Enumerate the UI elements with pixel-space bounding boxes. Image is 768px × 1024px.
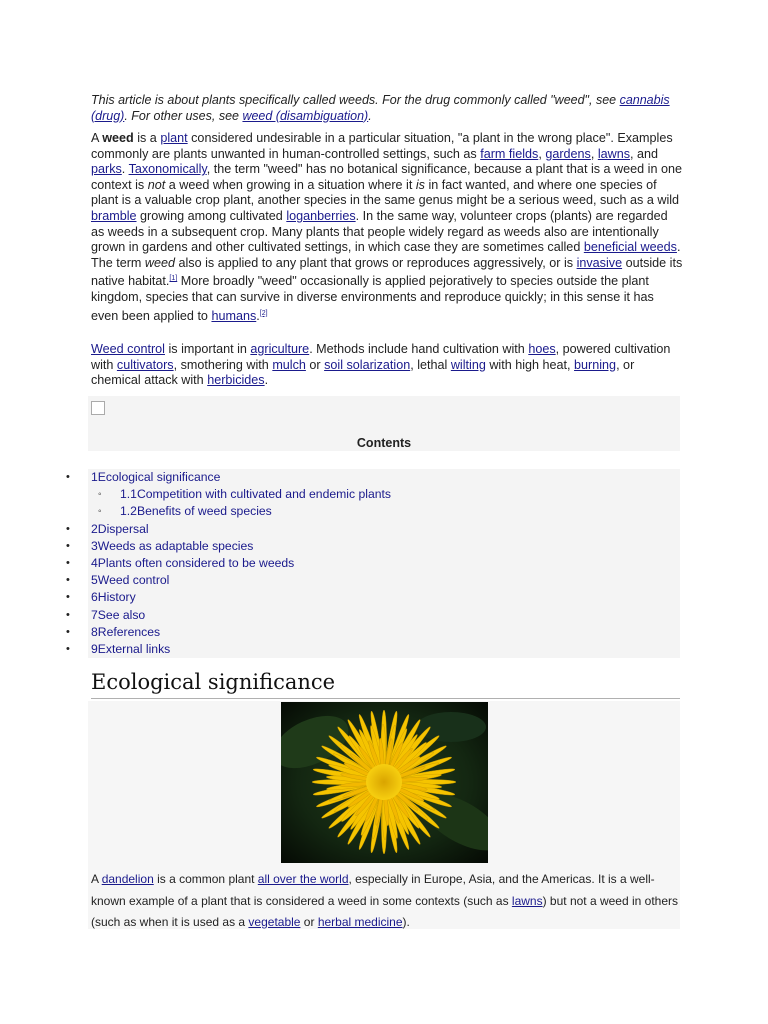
- text: or: [305, 357, 325, 372]
- link-invasive[interactable]: invasive: [576, 255, 623, 270]
- dandelion-image[interactable]: [281, 702, 488, 863]
- link-beneficial-weeds[interactable]: beneficial weeds: [583, 240, 677, 255]
- toc-item-label[interactable]: Competition with cultivated and endemic plants: [136, 487, 391, 502]
- toc-item[interactable]: [66, 624, 680, 641]
- text: is important in: [164, 342, 251, 356]
- toc-item-link[interactable]: [91, 538, 253, 555]
- link-bramble[interactable]: bramble: [91, 208, 137, 223]
- toc-item[interactable]: [88, 503, 680, 520]
- toc-item-number: 5: [91, 573, 98, 588]
- link-lawns-caption[interactable]: lawns: [511, 893, 543, 908]
- link-loganberries[interactable]: loganberries: [286, 208, 356, 223]
- section-heading: Ecological significance: [91, 670, 680, 699]
- link-gardens[interactable]: gardens: [545, 146, 591, 161]
- toc-item[interactable]: [66, 469, 680, 486]
- text: ,: [590, 146, 598, 161]
- toc-item[interactable]: [88, 486, 680, 503]
- italic-text: not: [147, 177, 166, 192]
- hatnote: [91, 93, 681, 124]
- text: also is applied to any plant that grows or reproduces aggressively, or is: [175, 255, 577, 270]
- toc-item[interactable]: [66, 521, 680, 538]
- text: , powered cultivation with: [91, 342, 671, 372]
- bullet-icon: •: [66, 471, 70, 483]
- italic-text: is: [415, 177, 425, 192]
- toc-item[interactable]: [66, 607, 680, 624]
- text: growing among cultivated: [136, 208, 287, 223]
- text: or: [300, 915, 318, 929]
- toc-item[interactable]: [66, 589, 680, 606]
- link-farm-fields[interactable]: farm fields: [480, 146, 539, 161]
- text: A: [91, 131, 103, 145]
- toc-item-link[interactable]: [91, 624, 160, 641]
- toc-item-link[interactable]: [91, 521, 149, 538]
- text: . The term: [91, 240, 681, 270]
- bullet-icon: •: [66, 591, 70, 604]
- toc-item-label[interactable]: Weeds as adaptable species: [97, 538, 254, 553]
- toc-item-label[interactable]: Ecological significance: [97, 470, 221, 484]
- hatnote-text: .: [368, 108, 372, 123]
- toc-item-link[interactable]: [120, 486, 391, 503]
- toc-item-label[interactable]: Weed control: [97, 573, 170, 588]
- toc-item-label[interactable]: References: [97, 624, 161, 639]
- bullet-icon: •: [66, 556, 70, 569]
- link-soil-solarization[interactable]: soil solarization: [324, 357, 411, 372]
- link-vegetable[interactable]: vegetable: [248, 915, 301, 929]
- text: ) but not a weed in others (such as when it is used as a: [91, 893, 679, 929]
- bullet-icon: •: [66, 522, 70, 535]
- text: outside its native habitat.: [91, 255, 683, 289]
- toc-item-number: 9: [91, 641, 98, 656]
- text: , or chemical attack with: [91, 357, 635, 388]
- link-mulch[interactable]: mulch: [272, 357, 306, 372]
- toc-item-number: 4: [91, 555, 98, 570]
- text: .: [264, 373, 269, 388]
- toc-list: [0, 469, 680, 658]
- text: in fact wanted, and where one species of plant is a valuable crop plant, another species in the same genus might be a serious weed, such as a wild: [91, 177, 680, 208]
- toc-item-number: 7: [91, 607, 98, 622]
- link-parks[interactable]: parks: [91, 162, 122, 177]
- bold-term: weed: [102, 131, 134, 145]
- toc-item-label[interactable]: Dispersal: [97, 521, 149, 536]
- toc-item-number: 6: [91, 590, 98, 605]
- text: , smothering with: [173, 357, 273, 372]
- text: , and: [630, 146, 659, 161]
- italic-text: weed: [144, 255, 175, 270]
- toc-item-label[interactable]: History: [97, 590, 136, 605]
- toc-item-label[interactable]: Benefits of weed species: [136, 504, 272, 519]
- text: More broadly "weed" occasionally is applied pejoratively to species outside the plant kingdom, species that can survive in diverse environments and reproduce quickly; in this sense it has even been applied to: [91, 274, 654, 323]
- text: a weed when growing in a situation where it: [165, 177, 416, 192]
- toc-item[interactable]: [66, 641, 680, 658]
- reference-link-2[interactable]: [2]: [259, 309, 268, 317]
- toc-item-label[interactable]: See also: [97, 607, 146, 622]
- toc-title: Contents: [356, 436, 412, 450]
- toc-item-number: 1.1: [120, 487, 137, 502]
- text: , the term "weed" has no botanical significance, because a plant that is a weed in one context is: [91, 162, 682, 192]
- hatnote-text: . For other uses, see: [124, 108, 243, 123]
- link-cultivators[interactable]: cultivators: [116, 357, 174, 372]
- link-weed-disambiguation[interactable]: weed (disambiguation): [242, 108, 369, 123]
- hollow-bullet-icon: ◦: [98, 489, 102, 501]
- toc-item-link[interactable]: [91, 572, 169, 589]
- reference-link-1[interactable]: [1]: [169, 275, 178, 283]
- link-taxonomically[interactable]: Taxonomically: [128, 162, 207, 177]
- link-lawns[interactable]: lawns: [597, 146, 631, 161]
- toc-toggle-checkbox[interactable]: [91, 401, 105, 415]
- text: . In the same way, volunteer crops (plants) are regarded as weeds in a subsequent crop. Many plants that people widely regard as weeds also are intentionally grown in gardens and other cultivated settings, in which case they are sometimes called: [91, 208, 668, 255]
- text: .: [256, 308, 260, 323]
- link-weed-control[interactable]: Weed control: [91, 342, 165, 356]
- toc-item-link[interactable]: [91, 607, 145, 624]
- dandelion-icon: [281, 702, 488, 863]
- bullet-icon: •: [66, 608, 70, 621]
- link-plant[interactable]: plant: [160, 131, 188, 145]
- toc-item-label[interactable]: External links: [97, 641, 171, 656]
- bullet-icon: •: [66, 539, 70, 552]
- link-agriculture[interactable]: agriculture: [250, 342, 310, 356]
- toc-item-link[interactable]: [91, 589, 136, 606]
- link-wilting[interactable]: wilting: [450, 357, 486, 372]
- link-burning[interactable]: burning: [574, 357, 617, 372]
- text: considered undesirable in a particular situation, "a plant in the wrong place". Examples commonly are plants unwanted in human-controlled settings, such as: [91, 131, 673, 161]
- text: ,: [538, 146, 546, 161]
- weed-control-paragraph: [91, 342, 683, 389]
- bullet-icon: •: [66, 574, 70, 587]
- toc-item-number: 8: [91, 624, 98, 639]
- toc-item-number: 2: [91, 521, 98, 536]
- link-herbal-medicine[interactable]: herbal medicine: [317, 915, 403, 929]
- link-cannabis-drug[interactable]: cannabis (drug): [91, 93, 670, 123]
- text: .: [121, 162, 129, 177]
- link-hoes[interactable]: hoes: [528, 342, 556, 356]
- toc-item-number: 1: [91, 470, 98, 484]
- intro-paragraph: [91, 131, 683, 325]
- text: with high heat,: [485, 357, 575, 372]
- bullet-icon: •: [66, 625, 70, 638]
- toc-item-link[interactable]: [91, 469, 220, 486]
- bullet-icon: •: [66, 642, 70, 655]
- hollow-bullet-icon: ◦: [98, 506, 102, 518]
- text: ).: [402, 915, 410, 929]
- text: is a: [133, 131, 161, 145]
- toc-item-number: 3: [91, 538, 98, 553]
- link-humans[interactable]: humans: [211, 308, 257, 323]
- text: , lethal: [410, 357, 451, 372]
- text: , especially in Europe, Asia, and the Americas. It is a well-known example of a plant that is considered a weed in some contexts (such as: [91, 872, 655, 908]
- toc-item-label[interactable]: Plants often considered to be weeds: [97, 555, 295, 570]
- link-herbicides[interactable]: herbicides: [207, 373, 265, 388]
- toc-item[interactable]: [66, 555, 680, 572]
- toc-item-link[interactable]: [120, 503, 272, 520]
- hatnote-text: This article is about plants specifically called weeds. For the drug commonly called "weed", see: [91, 93, 620, 107]
- figure-caption: [91, 869, 681, 934]
- toc-item-link[interactable]: [91, 641, 170, 658]
- text: . Methods include hand cultivation with: [309, 342, 529, 356]
- toc-item-link[interactable]: [91, 555, 294, 572]
- toc-item[interactable]: [66, 572, 680, 589]
- text: is a common plant: [153, 872, 258, 886]
- toc-item-number: 1.2: [120, 504, 137, 519]
- text: A: [91, 872, 102, 886]
- link-all-over-the-world[interactable]: all over the world: [257, 872, 349, 886]
- link-dandelion[interactable]: dandelion: [101, 872, 154, 886]
- toc-item[interactable]: [66, 538, 680, 555]
